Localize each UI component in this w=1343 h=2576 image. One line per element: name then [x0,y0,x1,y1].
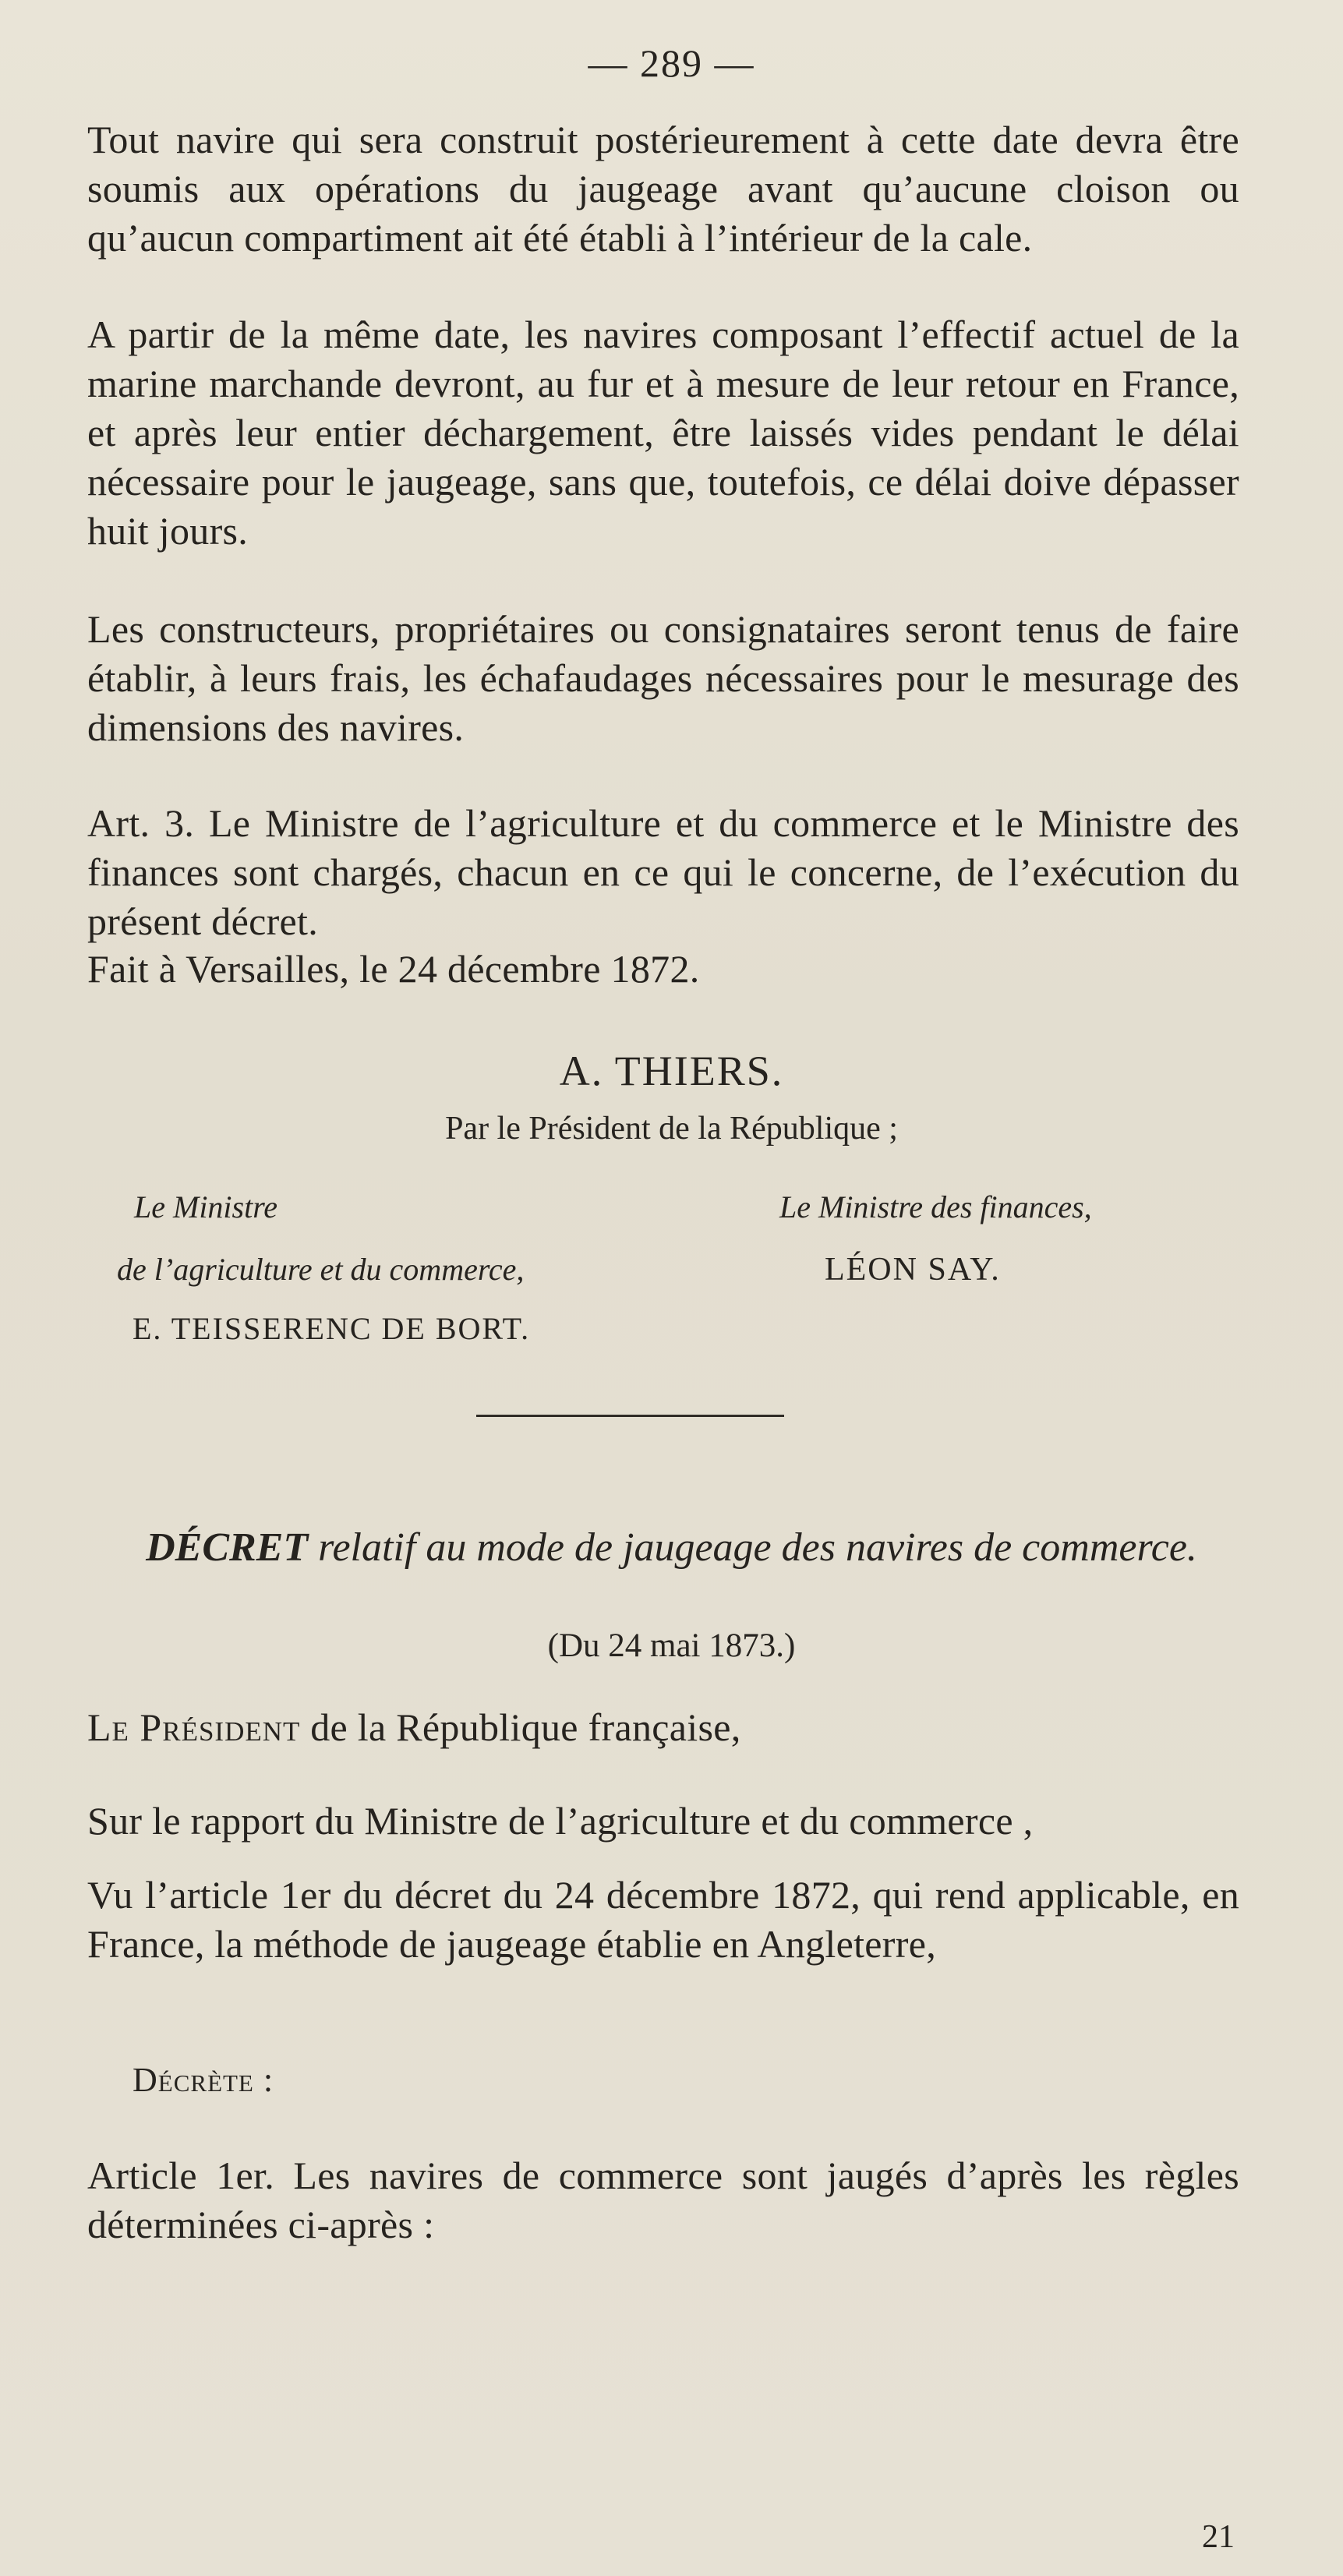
minister-right-name: LÉON SAY. [825,1252,1001,1288]
president-line-block [87,1703,1239,1752]
paragraph-article-3: Art. 3. Le Ministre de l’agriculture et du commerce et le Ministre des finances sont chargés, chacun en ce qui le concerne, de l’exécution du présent décret. [87,801,1239,943]
article-1-block [87,2151,1239,2249]
minister-right-signature [779,1183,1286,1294]
section-divider [476,1415,784,1417]
paragraph-builders-block [87,605,1239,752]
president-line [87,1703,1239,1752]
considerant-1-block [87,1797,1239,1846]
minister-left-name: E. TEISSERENC DE BORT. [133,1311,531,1346]
signature-mark: 21 [1202,2519,1235,2555]
president-label: Le Président [87,1705,301,1749]
paragraph-existing-ships: A partir de la même date, les navires composant l’effectif actuel de la marine marchande devront, au fur et à mesure de leur retour en France, et après leur entier déchargement, être laissés vides pendant le délai nécessaire pour le jaugeage, sans que, toutefois, ce délai doive dépasser huit jours. [87,313,1239,553]
president-rest: de la République française, [300,1705,741,1749]
decree-title-rest: relatif au mode de jaugeage des navires de commerce. [308,1525,1197,1570]
minister-left-title-line2: de l’agriculture et du commerce, [117,1252,525,1287]
paragraph-art3-block [87,799,1239,946]
paragraph-fait-a-versailles: Fait à Versailles, le 24 décembre 1872. [87,947,700,991]
considerant-2-block [87,1871,1239,1969]
considerant-vu-article: Vu l’article 1er du décret du 24 décembre 1872, qui rend applicable, en France, la méthode de jaugeage établie en Angleterre, [87,1873,1239,1966]
paragraph-existing-ships-block [87,310,1239,556]
paragraph-new-ships: Tout navire qui sera construit postérieurement à cette date devra être soumis aux opérations du jaugeage avant qu’aucune cloison ou qu’aucun compartiment ait été établi à l’intérieur de la cale. [87,118,1239,260]
considerant-rapport: Sur le rapport du Ministre de l’agriculture et du commerce , [87,1799,1034,1843]
paragraph-date-block [87,945,1239,994]
decrete-block [133,2055,1285,2104]
minister-left-title-line1: Le Ministre [134,1189,278,1224]
top-text-block [87,115,1239,263]
minister-left-signature [117,1183,663,1353]
decrete-heading: Décrète : [133,2061,274,2099]
president-signature: A. THIERS. [559,1048,784,1094]
page-number: — 289 — [588,41,755,85]
decree-title [0,1525,1343,1571]
decree-title-bold: DÉCRET [146,1525,309,1570]
minister-right-title: Le Ministre des finances, [779,1189,1092,1224]
by-president-line: Par le Président de la République ; [445,1111,898,1147]
paragraph-builders: Les constructeurs, propriétaires ou consignataires seront tenus de faire établir, à leurs frais, les échafaudages nécessaires pour le mesurage des dimensions des navires. [87,607,1239,749]
article-1: Article 1er. Les navires de commerce sont jaugés d’après les règles déterminées ci-après : [87,2154,1239,2246]
decree-date: (Du 24 mai 1873.) [547,1627,796,1664]
